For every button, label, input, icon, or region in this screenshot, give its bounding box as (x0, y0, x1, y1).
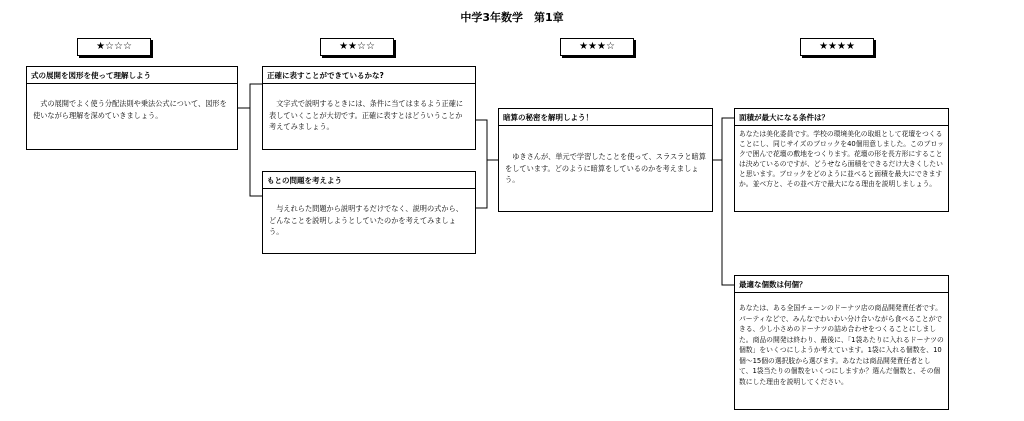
level-1-label: ★☆☆☆ (77, 38, 151, 56)
card-body: あなたは、ある全国チェーンのドーナツ店の商品開発責任者です。パーティなどで、みんなでわいわい分け合いながら食べることができる、少し小さめのドーナツの詰め合わせをつくることにしました。商品の開発は終わり、最後に、「1袋あたりに入れるドーナツの個数」をいくつにしようか考えています。1袋に入れる個数を、10個～15個の選択肢から選びます。あなたは商品開発責任者として、1袋当たりの個数をいくつにしますか？選んだ個数と、その個数にした理由を説明してください。 (739, 304, 944, 386)
card-mental-math-secret (498, 108, 713, 212)
card-body: 文字式で説明するときには、条件に当てはまるよう正確に表していくことが大切です。正確に表すとはどういうことか考えてみましょう。 (269, 99, 464, 131)
card-title: 式の展開を図形を使って理解しよう (27, 67, 237, 84)
card-expansion-figures (26, 66, 238, 150)
card-title: 面積が最大になる条件は？ (735, 109, 948, 126)
card-title: 最適な個数は何個？ (735, 276, 948, 293)
card-title: 正確に表すことができているかな? (263, 67, 475, 84)
page-title: 中学3年数学 第1章 (460, 11, 564, 24)
card-body: 式の展開でよく使う分配法則や乗法公式について、図形を使いながら理解を深めていきましょう。 (33, 99, 227, 120)
card-accurate-expression (262, 66, 476, 150)
card-body: 与えれらた問題から説明するだけでなく、説明の式から、どんなことを説明しようとしていたのかを考えてみましょう。 (269, 204, 463, 236)
connector-c1-c2 (238, 84, 262, 108)
card-original-problem (262, 171, 476, 254)
connector-c2c3-join (476, 120, 487, 208)
level-4-label: ★★★★ (800, 38, 874, 56)
level-3-label: ★★★☆ (560, 38, 634, 56)
card-body: ゆきさんが、単元で学習したことを使って、スラスラと暗算をしています。どのように暗算をしているのかを考えましょう。 (505, 152, 706, 184)
connector-c4-c6 (722, 160, 734, 285)
connector-c4-c5 (713, 118, 734, 160)
card-title: 暗算の秘密を解明しよう！ (499, 109, 712, 126)
level-2-label: ★★☆☆ (320, 38, 394, 56)
connector-c1-c3 (250, 108, 262, 196)
card-max-area (734, 108, 949, 212)
card-optimal-count (734, 275, 949, 410)
card-body: あなたは美化委員です。学校の環境美化の取組として花壇をつくることにし、同じサイズのブロックを40個用意しました。このブロックで囲んで花壇の敷地をつくります。花壇の形を長方形にすることは決めているのですが、どうせなら面積をできるだけ大きくしたいと思います。ブロックをどのように並べると面積を最大にできますか。並べ方と、その並べ方で最大になる理由を説明しましょう。 (739, 130, 944, 188)
card-title: もとの問題を考えよう (263, 172, 475, 189)
